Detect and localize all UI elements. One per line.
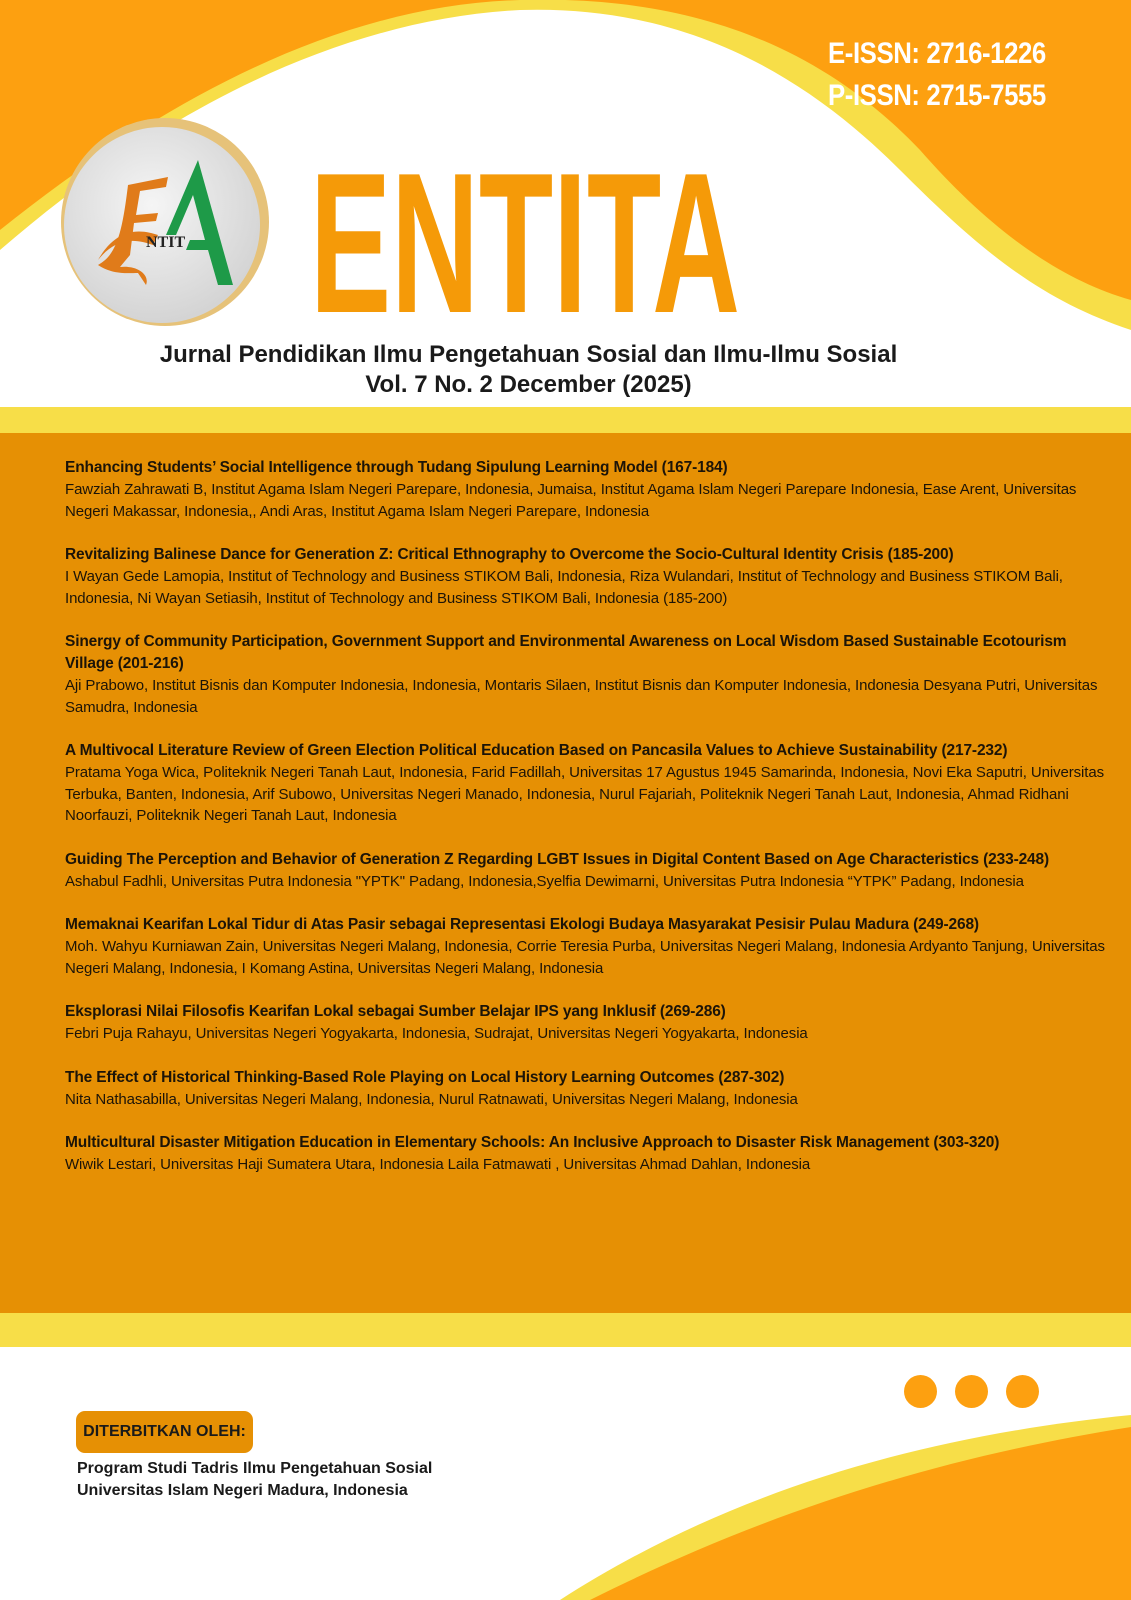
article-title[interactable]: A Multivocal Literature Review of Green Election Political Education Based on Pancasila Values to Achieve Sustainability (217-232)	[65, 742, 1008, 759]
article-title[interactable]: Memaknai Kearifan Lokal Tidur di Atas Pasir sebagai Representasi Ekologi Budaya Masyarakat Pesisir Pulau Madura (249-268)	[65, 916, 979, 933]
journal-name: Jurnal Pendidikan Ilmu Pengetahuan Sosial dan Ilmu-Ilmu Sosial	[159, 341, 898, 368]
article-title[interactable]: The Effect of Historical Thinking-Based Role Playing on Local History Learning Outcomes (287-302)	[65, 1068, 785, 1086]
article-title[interactable]: Enhancing Students’ Social Intelligence through Tudang Sipulung Learning Model (167-184)	[65, 459, 728, 476]
dot-icon	[955, 1375, 988, 1408]
article-item[interactable]	[65, 631, 1115, 718]
publisher-info	[77, 1458, 432, 1502]
article-item[interactable]	[65, 1067, 1115, 1111]
journal-issue: Vol. 7 No. 2 December (2025)	[365, 371, 692, 398]
dot-icon	[904, 1375, 937, 1408]
article-authors: Pratama Yoga Wica, Politeknik Negeri Tanah Laut, Indonesia, Farid Fadillah, Universitas 17 Agustus 1945 Samarinda, Indonesia, Novi Eka Saputri, Universitas Terbuka, Banten, Indonesia, Arif Subowo, Universitas Negeri Manado, Indonesia, Nurul Fajariah, Politeknik Negeri Tanah Laut, Indonesia, Ahmad Ridhani Noorfauzi, Politeknik Negeri Tanah Laut, Indonesia	[65, 764, 1104, 824]
article-authors: Nita Nathasabilla, Universitas Negeri Malang, Indonesia, Nurul Ratnawati, Universitas Negeri Malang, Indonesia	[65, 1090, 798, 1108]
article-authors: Moh. Wahyu Kurniawan Zain, Universitas Negeri Malang, Indonesia, Corrie Teresia Purba, Universitas Negeri Malang, Indonesia Ardyanto Tanjung, Universitas Negeri Malang, Indonesia, I Komang Astina, Universitas Negeri Malang, Indonesia	[65, 938, 1105, 977]
issn-block	[828, 34, 1046, 118]
brand-title: ENTITA	[310, 150, 740, 330]
article-authors: I Wayan Gede Lamopia, Institut of Technology and Business STIKOM Bali, Indonesia, Riza Wulandari, Institut of Technology and Business STIKOM Bali, Indonesia, Ni Wayan Setiasih, Institut of Technology and Business STIKOM Bali, Indonesia (185-200)	[65, 568, 1063, 607]
dot-icon	[1006, 1375, 1039, 1408]
article-item[interactable]	[65, 457, 1115, 522]
article-item[interactable]	[65, 849, 1115, 893]
article-title[interactable]: Sinergy of Community Participation, Government Support and Environmental Awareness on Local Wisdom Based Sustainable Ecotourism Village (201-216)	[65, 633, 1067, 672]
article-item[interactable]	[65, 914, 1115, 979]
article-authors: Aji Prabowo, Institut Bisnis dan Komputer Indonesia, Indonesia, Montaris Silaen, Institut Bisnis dan Komputer Indonesia, Indonesia Desyana Putri, Universitas Samudra, Indonesia	[65, 677, 1098, 716]
journal-logo	[58, 115, 272, 329]
journal-heading	[0, 340, 1057, 400]
article-authors: Wiwik Lestari, Universitas Haji Sumatera Utara, Indonesia Laila Fatmawati , Universitas Ahmad Dahlan, Indonesia	[65, 1156, 811, 1173]
article-authors: Fawziah Zahrawati B, Institut Agama Islam Negeri Parepare, Indonesia, Jumaisa, Institut Agama Islam Negeri Parepare Indonesia, Ease Arent, Universitas Negeri Makassar, Indonesia,, Andi Aras, Institut Agama Islam Negeri Parepare, Indonesia	[65, 481, 1077, 520]
e-issn: E-ISSN: 2716-1226	[828, 37, 1046, 70]
publisher-badge: DITERBITKAN OLEH:	[76, 1411, 253, 1453]
article-item[interactable]	[65, 544, 1115, 609]
article-list	[65, 457, 1115, 1198]
publisher-program: Program Studi Tadris Ilmu Pengetahuan Sosial	[77, 1460, 433, 1477]
logo-text: NTIT	[146, 234, 186, 251]
article-title[interactable]: Multicultural Disaster Mitigation Education in Elementary Schools: An Inclusive Approach to Disaster Risk Management (303-320)	[65, 1134, 1000, 1151]
article-title[interactable]: Guiding The Perception and Behavior of Generation Z Regarding LGBT Issues in Digital Content Based on Age Characteristics (233-248)	[65, 850, 1050, 868]
article-item[interactable]	[65, 1001, 1115, 1045]
yellow-band-top	[0, 407, 1131, 433]
article-authors: Ashabul Fadhli, Universitas Putra Indonesia "YPTK" Padang, Indonesia,Syelfia Dewimarni, Universitas Putra Indonesia “YTPK” Padang, Indonesia	[65, 872, 1024, 890]
decorative-dots	[904, 1375, 1039, 1408]
article-item[interactable]	[65, 1132, 1115, 1176]
yellow-band-bottom	[0, 1313, 1131, 1347]
p-issn: P-ISSN: 2715-7555	[828, 79, 1046, 112]
article-title[interactable]: Eksplorasi Nilai Filosofis Kearifan Lokal sebagai Sumber Belajar IPS yang Inklusif (269-286)	[65, 1003, 726, 1020]
brand-wordmark	[300, 150, 750, 330]
article-authors: Febri Puja Rahayu, Universitas Negeri Yogyakarta, Indonesia, Sudrajat, Universitas Negeri Yogyakarta, Indonesia	[65, 1025, 808, 1042]
article-item[interactable]	[65, 740, 1115, 827]
publisher-university: Universitas Islam Negeri Madura, Indonesia	[77, 1482, 408, 1499]
article-title[interactable]: Revitalizing Balinese Dance for Generation Z: Critical Ethnography to Overcome the Socio-Cultural Identity Crisis (185-200)	[65, 546, 954, 563]
